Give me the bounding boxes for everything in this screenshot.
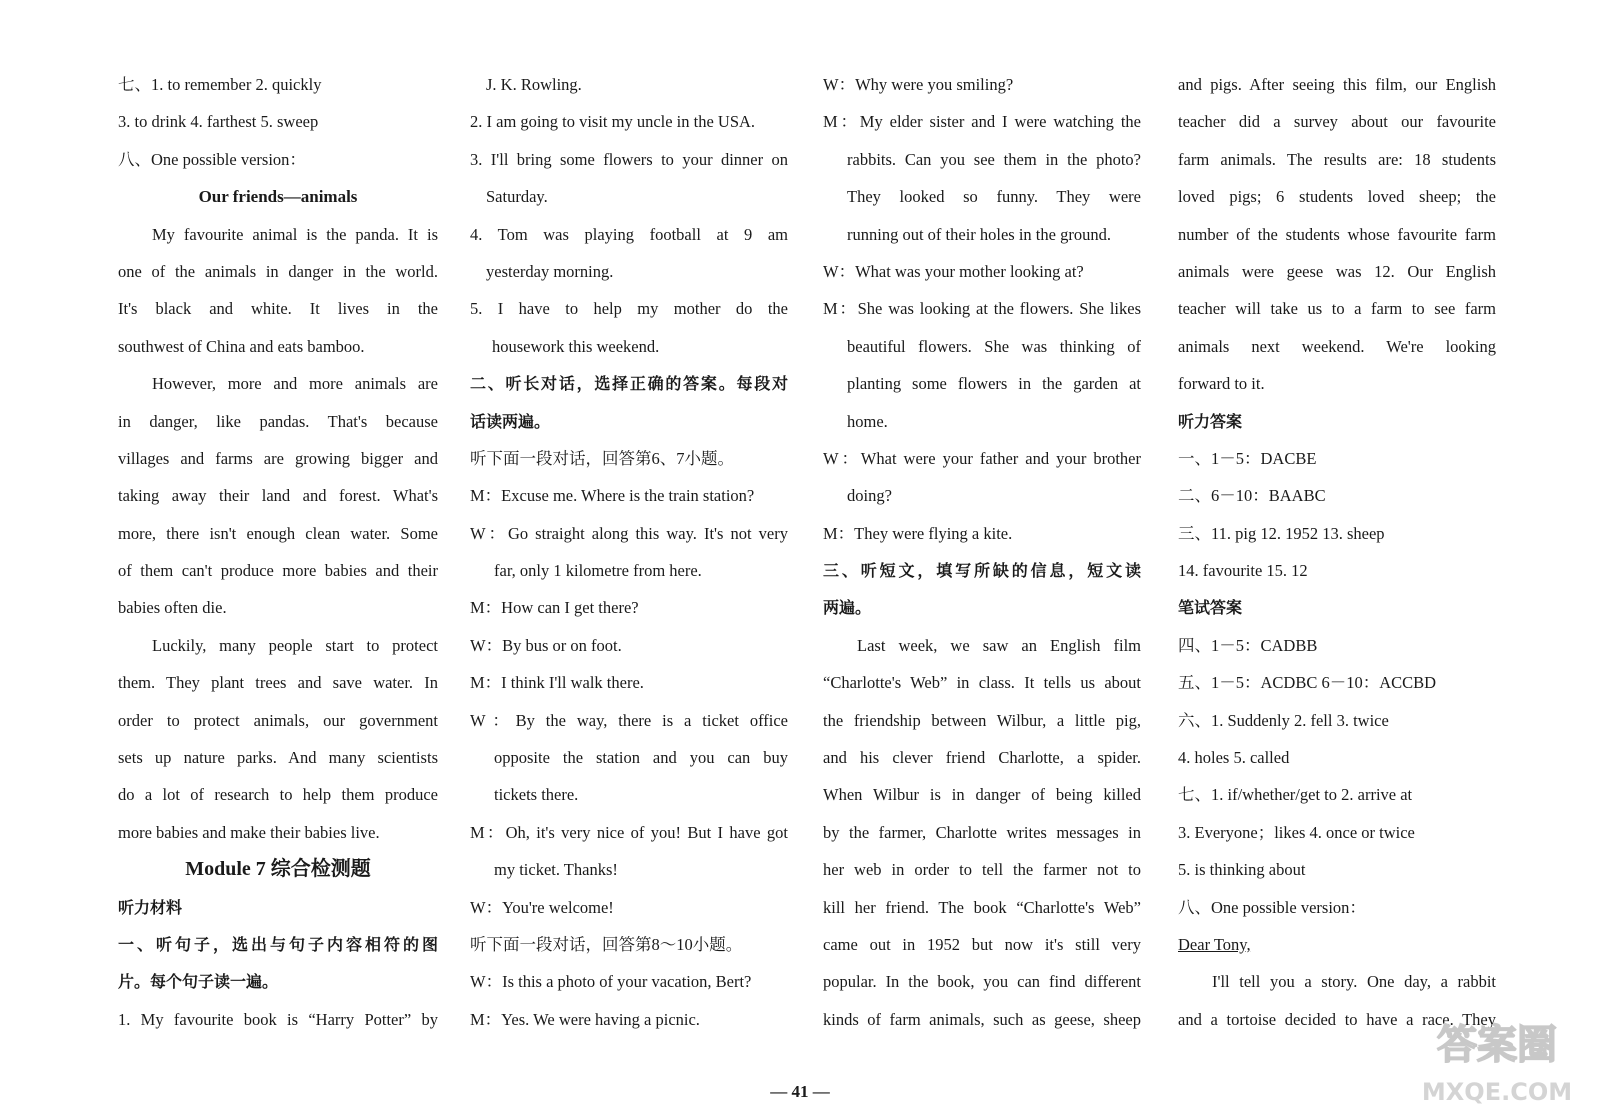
text-line: teacher did a survey about our favourite <box>1178 112 1496 132</box>
text-line: W：You're welcome! <box>470 897 614 917</box>
text-line: My favourite animal is the panda. It is <box>152 224 438 244</box>
text-line: planting some flowers in the garden at <box>847 374 1141 394</box>
text-line: do a lot of research to help them produce <box>118 785 438 805</box>
text-line: W：Is this a photo of your vacation, Bert? <box>470 972 752 992</box>
text-line: tickets there. <box>494 785 579 805</box>
text-line: sets up nature parks. And many scientists <box>118 748 438 768</box>
text-line: 一、听句子，选出与句子内容相符的图 <box>118 934 438 954</box>
text-line: 话读两遍。 <box>470 411 551 431</box>
watermark-text-domain: MXQE.COM <box>1422 1078 1572 1106</box>
text-line: villages and farms are growing bigger and <box>118 448 438 468</box>
text-line: Module 7 综合检测题 <box>185 858 371 881</box>
column-4 <box>1178 66 1496 1038</box>
text-line: 六、1. Suddenly 2. fell 3. twice <box>1178 710 1389 730</box>
text-line: yesterday morning. <box>486 261 614 281</box>
text-line: far, only 1 kilometre from here. <box>494 561 702 581</box>
text-line: Saturday. <box>486 187 548 207</box>
page-number: — 41 — <box>770 1082 830 1101</box>
text-line: in danger, like pandas. That's because <box>118 411 438 431</box>
text-line: Luckily, many people start to protect <box>152 635 438 655</box>
text-line: animals were geese was 12. Our English <box>1178 261 1496 281</box>
text-line: home. <box>847 411 888 431</box>
text-line: kinds of farm animals, such as geese, sheep <box>823 1009 1141 1029</box>
text-line: them. They plant trees and save water. In <box>118 673 438 693</box>
text-line: 五、1－5：ACDBC 6－10：ACCBD <box>1178 673 1437 693</box>
text-line: beautiful flowers. She was thinking of <box>847 336 1141 356</box>
text-line: one of the animals in danger in the world. <box>118 261 438 281</box>
text-line: 5. is thinking about <box>1178 860 1306 880</box>
text-line: 四、1－5：CADBB <box>1178 635 1318 655</box>
text-line: 一、1－5：DACBE <box>1178 448 1317 468</box>
text-line: taking away their land and forest. What's <box>118 486 438 506</box>
text-line: M：Excuse me. Where is the train station? <box>470 486 755 506</box>
text-line: forward to it. <box>1178 374 1265 394</box>
column-2 <box>470 66 788 1038</box>
text-line: 5. I have to help my mother do the <box>470 299 788 319</box>
text-line: 4. holes 5. called <box>1178 748 1290 768</box>
text-line: and his clever friend Charlotte, a spider. <box>823 748 1141 768</box>
text-line: Last week, we saw an English film <box>857 635 1141 655</box>
text-line: of them can't produce more babies and their <box>118 561 438 581</box>
text-line: 3. I'll bring some flowers to your dinner on <box>470 149 788 169</box>
watermark-text-cn: 答案圈 <box>1437 1022 1557 1068</box>
text-line: doing? <box>847 486 892 506</box>
text-line: came out in 1952 but now it's still very <box>823 934 1141 954</box>
text-line: animals next weekend. We're looking <box>1178 336 1496 356</box>
text-line: W：Why were you smiling? <box>823 75 1014 94</box>
text-line: more babies and make their babies live. <box>118 822 380 842</box>
text-line: 3. Everyone；likes 4. once or twice <box>1178 822 1415 842</box>
text-line: They looked so funny. They were <box>847 187 1141 207</box>
watermark-logo <box>1422 1000 1572 1110</box>
text-line: M：Oh, it's very nice of you! But I have got <box>470 822 788 842</box>
text-line: running out of their holes in the ground. <box>847 224 1111 244</box>
text-line: 笔试答案 <box>1178 598 1243 618</box>
text-line: 两遍。 <box>823 598 872 618</box>
text-line: 1. My favourite book is “Harry Potter” by <box>118 1009 438 1029</box>
text-line: 三、听短文，填写所缺的信息，短文读 <box>823 561 1141 581</box>
text-line: Dear Tony, <box>1178 934 1251 954</box>
text-line: M：Yes. We were having a picnic. <box>470 1009 700 1029</box>
column-3 <box>823 66 1141 1038</box>
text-line: 听下面一段对话，回答第6、7小题。 <box>470 448 734 468</box>
text-line: J. K. Rowling. <box>486 75 582 94</box>
text-line: 二、听长对话，选择正确的答案。每段对 <box>470 374 788 394</box>
text-line: 3. to drink 4. farthest 5. sweep <box>118 112 319 132</box>
text-line: more, there isn't enough clean water. Some <box>118 523 438 543</box>
text-line: M：I think I'll walk there. <box>470 673 644 693</box>
text-line: popular. In the book, you can find different <box>823 972 1141 992</box>
text-line: order to protect animals, our government <box>118 710 438 730</box>
text-line: number of the students whose favourite farm <box>1178 224 1496 244</box>
text-line: 4. Tom was playing football at 9 am <box>470 224 788 244</box>
text-line: my ticket. Thanks! <box>494 860 618 880</box>
text-line: It's black and white. It lives in the <box>118 299 438 319</box>
text-line: 14. favourite 15. 12 <box>1178 561 1308 581</box>
text-line: 七、1. to remember 2. quickly <box>118 75 322 94</box>
text-line: the friendship between Wilbur, a little pig, <box>823 710 1141 730</box>
text-line: housework this weekend. <box>492 336 660 356</box>
text-line: 片。每个句子读一遍。 <box>118 972 279 992</box>
text-line: and pigs. After seeing this film, our English <box>1178 75 1496 94</box>
text-line: opposite the station and you can buy <box>494 748 788 768</box>
text-line: loved pigs; 6 students loved sheep; the <box>1178 187 1496 207</box>
text-line: 二、6－10：BAABC <box>1178 486 1326 506</box>
text-line: 听下面一段对话，回答第8～10小题。 <box>470 934 743 954</box>
text-line: kill her friend. The book “Charlotte's Web” <box>823 897 1141 917</box>
text-line: rabbits. Can you see them in the photo? <box>847 149 1141 169</box>
text-line: and a tortoise decided to have a race. They <box>1178 1009 1496 1029</box>
text-line: 八、One possible version： <box>118 149 306 169</box>
text-line: 听力答案 <box>1178 411 1243 431</box>
text-line: 三、11. pig 12. 1952 13. sheep <box>1178 523 1385 543</box>
column-1 <box>118 66 438 1038</box>
text-line: M：They were flying a kite. <box>823 523 1013 543</box>
text-line: M：How can I get there? <box>470 598 639 618</box>
text-line: her web in order to tell the farmer not to <box>823 860 1141 880</box>
text-line: teacher will take us to a farm to see farm <box>1178 299 1496 319</box>
text-line: W：What were your father and your brother <box>823 448 1141 468</box>
text-line: I'll tell you a story. One day, a rabbit <box>1212 972 1496 992</box>
text-line: babies often die. <box>118 598 227 618</box>
text-line: However, more and more animals are <box>152 374 438 394</box>
text-line: southwest of China and eats bamboo. <box>118 336 365 356</box>
text-line: 八、One possible version： <box>1178 897 1366 917</box>
text-line: 2. I am going to visit my uncle in the USA. <box>470 112 756 132</box>
text-line: W：Go straight along this way. It's not very <box>470 523 788 543</box>
text-line: 七、1. if/whether/get to 2. arrive at <box>1178 785 1413 805</box>
text-line: “Charlotte's Web” in class. It tells us about <box>823 673 1141 693</box>
text-line: 听力材料 <box>118 897 183 917</box>
text-line: by the farmer, Charlotte writes messages in <box>823 822 1141 842</box>
text-line: W：By bus or on foot. <box>470 635 622 655</box>
text-line: W：What was your mother looking at? <box>823 261 1084 281</box>
text-line: farm animals. The results are: 18 students <box>1178 149 1496 169</box>
text-line: M：My elder sister and I were watching the <box>823 112 1141 132</box>
text-line: W：By the way, there is a ticket office <box>470 710 788 730</box>
text-line: M：She was looking at the flowers. She likes <box>823 299 1141 319</box>
text-line: Our friends—animals <box>198 187 358 207</box>
text-line: When Wilbur is in danger of being killed <box>823 785 1141 805</box>
